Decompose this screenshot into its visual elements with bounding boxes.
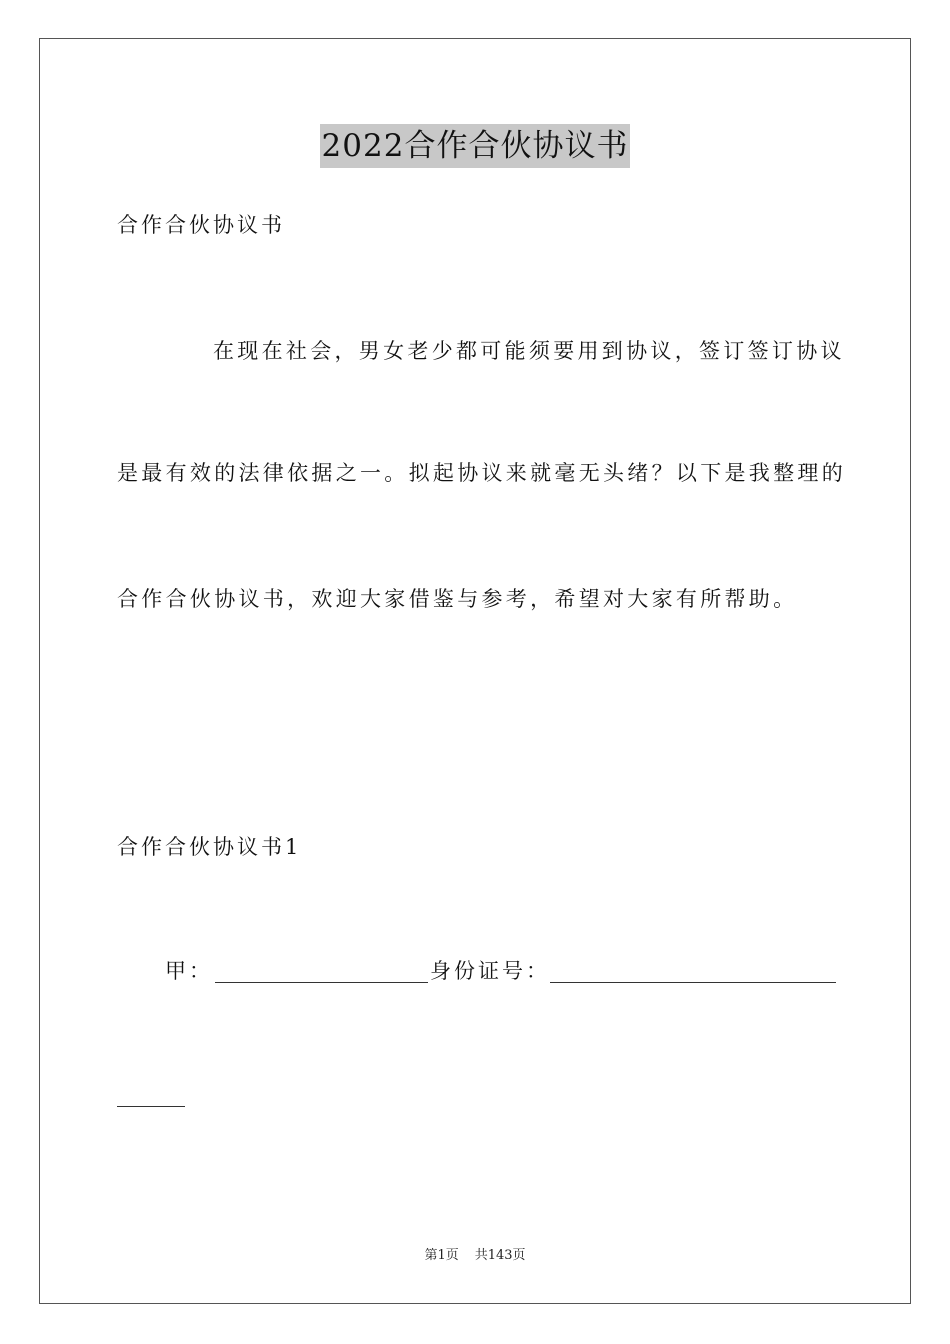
intro-paragraph-line-3: 合作合伙协议书，欢迎大家借鉴与参考，希望对大家有所帮助。 — [117, 587, 798, 611]
id-number-blank-continued[interactable] — [117, 1084, 185, 1107]
document-title: 2022合作合伙协议书 — [320, 124, 631, 168]
document-subtitle: 合作合伙协议书 — [117, 213, 285, 237]
id-number-label: 身份证号： — [430, 959, 550, 983]
party-a-label: 甲： — [165, 959, 213, 983]
title-container — [0, 124, 950, 168]
id-number-blank[interactable] — [550, 960, 836, 983]
page-number: 第1页 — [424, 1248, 459, 1263]
intro-paragraph-line-2: 是最有效的法律依据之一。拟起协议来就毫无头绪？以下是我整理的 — [117, 461, 846, 485]
page-total: 共143页 — [474, 1248, 526, 1263]
page-footer — [0, 1247, 950, 1265]
intro-paragraph-line-1: 在现在社会，男女老少都可能须要用到协议，签订签订协议 — [213, 339, 845, 363]
section-heading: 合作合伙协议书1 — [117, 835, 302, 859]
party-a-name-blank[interactable] — [215, 960, 428, 983]
party-a-row — [165, 956, 836, 986]
